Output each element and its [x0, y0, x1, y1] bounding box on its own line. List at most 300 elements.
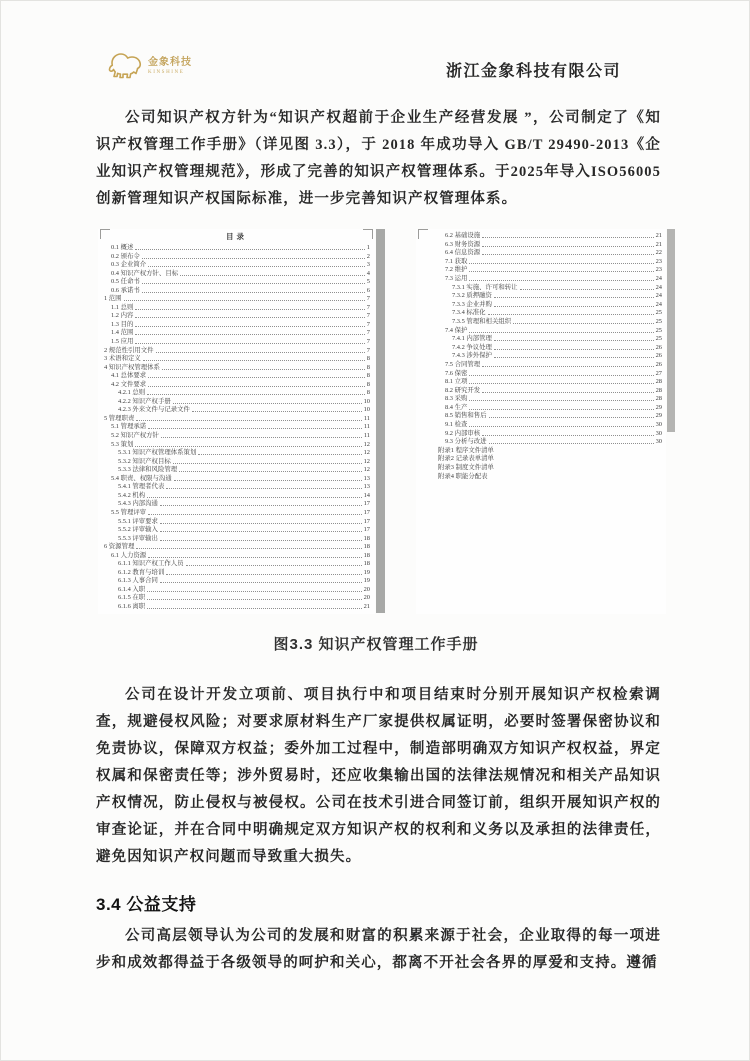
- toc-row: [438, 318, 662, 325]
- toc-row: [104, 518, 370, 525]
- toc-page-number: 27: [655, 369, 662, 377]
- dot-leader: [148, 428, 362, 429]
- toc-page-number: 7: [366, 295, 370, 303]
- toc-row: [104, 287, 370, 294]
- toc-page-number: 29: [655, 403, 662, 411]
- toc-entry-label: 5.4.1 管理者代表: [118, 483, 165, 491]
- toc-entry-label: 7.3 运用: [445, 274, 468, 282]
- dot-leader: [174, 480, 362, 481]
- toc-title: 目录: [226, 232, 247, 241]
- toc-entry-label: 附录3 制度文件清单: [438, 464, 494, 472]
- toc-entry-label: 1.4 范围: [111, 329, 134, 337]
- toc-entry-label: 附录4 职能分配表: [438, 472, 488, 480]
- toc-entry-label: 7.4 保护: [445, 326, 468, 334]
- page-edge-strip: [667, 229, 675, 432]
- dot-leader: [148, 386, 365, 387]
- toc-entry-label: 4 知识产权管理体系: [104, 363, 160, 371]
- toc-row: [438, 352, 662, 359]
- toc-page-number: 7: [366, 320, 370, 328]
- toc-entry-label: 7.4.2 争议处理: [452, 343, 492, 351]
- toc-row: [104, 372, 370, 379]
- dot-leader: [148, 377, 365, 378]
- toc-page-number: 12: [363, 466, 370, 474]
- toc-page-number: 2: [366, 252, 370, 260]
- toc-entry-label: 5.4.3 内部沟通: [118, 500, 158, 508]
- dot-leader: [520, 289, 654, 290]
- dot-leader: [160, 582, 362, 583]
- toc-page-number: 11: [363, 432, 370, 440]
- toc-row: [438, 387, 662, 394]
- toc-row: [438, 344, 662, 351]
- dot-leader: [160, 531, 362, 532]
- toc-page-number: 23: [655, 266, 662, 274]
- toc-entry-label: 5.1 管理承诺: [111, 423, 147, 431]
- dot-leader: [469, 426, 653, 427]
- toc-row: [438, 361, 662, 368]
- toc-row: [438, 438, 662, 445]
- toc-page-number: 18: [363, 534, 370, 542]
- figure-toc-thumbnails: [1, 229, 750, 614]
- toc-row: [438, 275, 662, 282]
- toc-row: [104, 492, 370, 499]
- toc-page-number: 12: [363, 449, 370, 457]
- toc-entry-label: 4.2.2 知识产权手册: [118, 397, 171, 405]
- dot-leader: [179, 471, 361, 472]
- toc-entry-label: 5.3.3 法律和风险管理: [118, 466, 178, 474]
- toc-entry-label: 5 管理职责: [104, 414, 135, 422]
- toc-entry-label: 5.3 策划: [111, 440, 134, 448]
- toc-entry-label: 5.4 职责、权限与沟通: [111, 474, 172, 482]
- dot-leader: [494, 306, 654, 307]
- company-logo: [107, 51, 192, 82]
- toc-row: [104, 432, 370, 439]
- dot-leader: [166, 488, 361, 489]
- toc-page-number: 26: [655, 352, 662, 360]
- toc-page-number: 24: [655, 292, 662, 300]
- dot-leader: [494, 340, 654, 341]
- dot-leader: [135, 249, 364, 250]
- toc-row: [104, 423, 370, 430]
- toc-entry-label: 6.1.3 人事合同: [118, 577, 158, 585]
- toc-page-number: 17: [363, 517, 370, 525]
- toc-row: [104, 535, 370, 542]
- paragraph-ip-practice: 公司在设计开发立项前、项目执行中和项目结束时分别开展知识产权检索调查，规避侵权风险；对要求原材料生产厂家提供权属证明，必要时签署保密协议和免责协议，保障双方权益；委外加工过程中，制造部明确双方知识产权权益，界定权属和保密责任等；涉外贸易时，还应收集输出国的法律法规情况和相关产品知识产权情况，防止侵权与被侵权。公司在技术引进合同签订前，组织开展知识产权的审查论证，并在合同中明确规定双方知识产权的权利和义务以及承担的法律责任，避免因知识产权问题而导致重大损失。: [96, 687, 661, 865]
- toc-row: [104, 355, 370, 362]
- toc-row: [104, 458, 370, 465]
- toc-page-number: 12: [363, 440, 370, 448]
- logo-text: [148, 58, 192, 75]
- dot-leader: [156, 352, 365, 353]
- toc-page-number: 8: [366, 363, 370, 371]
- dot-leader: [192, 411, 362, 412]
- toc-entry-label: 1.5 应用: [111, 338, 134, 346]
- toc-row: [438, 378, 662, 385]
- toc-entry-label: 5.3.1 知识产权管理体系策划: [118, 449, 197, 457]
- toc-entry-label: 5.3.2 知识产权目标: [118, 457, 171, 465]
- dot-leader: [135, 309, 364, 310]
- toc-entry-label: 7.5 合同管理: [445, 360, 481, 368]
- toc-row: [104, 603, 370, 610]
- toc-row: [438, 370, 662, 377]
- toc-page-number: 24: [655, 300, 662, 308]
- toc-row: [104, 509, 370, 516]
- toc-entry-label: 5.5.2 评审输入: [118, 526, 158, 534]
- toc-row: [104, 364, 370, 371]
- dot-leader: [135, 343, 364, 344]
- dot-leader: [143, 360, 365, 361]
- dot-leader: [147, 394, 365, 395]
- toc-entry-label: 7.3.2 质押融资: [452, 292, 492, 300]
- dot-leader: [469, 383, 653, 384]
- toc-page-number: 7: [366, 329, 370, 337]
- toc-entry-label: 0.2 颁布令: [111, 252, 140, 260]
- toc-row: [104, 295, 370, 302]
- toc-row: [104, 253, 370, 260]
- toc-page-number: 19: [363, 577, 370, 585]
- toc-page-number: 25: [655, 317, 662, 325]
- toc-page-number: 18: [363, 551, 370, 559]
- dot-leader: [147, 497, 361, 498]
- toc-page-number: 11: [363, 423, 370, 431]
- toc-page-number: 24: [655, 283, 662, 291]
- toc-page-number: 30: [655, 421, 662, 429]
- dot-leader: [469, 263, 653, 264]
- toc-page-number: 25: [655, 335, 662, 343]
- toc-entry-label: 5.5.3 评审输出: [118, 534, 158, 542]
- toc-entry-label: 6.1 人力资源: [111, 551, 147, 559]
- dot-leader: [147, 591, 361, 592]
- toc-row: [438, 335, 662, 342]
- toc-entry-label: 8.4 生产: [445, 403, 468, 411]
- toc-row: [104, 415, 370, 422]
- dot-leader: [135, 317, 364, 318]
- toc-entry-label: 1.2 内容: [111, 312, 134, 320]
- toc-entry-label: 1.3 目的: [111, 320, 134, 328]
- toc-page-number: 18: [363, 560, 370, 568]
- toc-entry-label: 附录2 记录表单清单: [438, 455, 494, 463]
- toc-entry-label: 1 范围: [104, 295, 122, 303]
- toc-row: [438, 464, 662, 471]
- dot-leader: [489, 417, 654, 418]
- toc-entry-label: 4.1 总体要求: [111, 372, 147, 380]
- page-gap-strip: [376, 229, 385, 613]
- toc-row: [104, 500, 370, 507]
- toc-entry-label: 2 规范性引用文件: [104, 346, 154, 354]
- dot-leader: [142, 283, 365, 284]
- toc-row: [104, 466, 370, 473]
- toc-page-number: 30: [655, 438, 662, 446]
- dot-leader: [494, 297, 654, 298]
- toc-entry-label: 8.2 研究开发: [445, 386, 481, 394]
- dot-leader: [147, 608, 361, 609]
- dot-leader: [482, 366, 653, 367]
- toc-page-number: 8: [366, 389, 370, 397]
- toc-page-number: 29: [655, 412, 662, 420]
- toc-page-number: 10: [363, 406, 370, 414]
- toc-row: [104, 270, 370, 277]
- elephant-icon: [107, 51, 143, 82]
- dot-leader: [135, 326, 364, 327]
- dot-leader: [469, 271, 653, 272]
- toc-page-number: 17: [363, 508, 370, 516]
- dot-leader: [186, 565, 362, 566]
- toc-entry-label: 5.4.2 机构: [118, 491, 146, 499]
- toc-entry-label: 5.2 知识产权方针: [111, 432, 159, 440]
- toc-row: [104, 441, 370, 448]
- toc-entry-label: 1.1 总则: [111, 303, 134, 311]
- toc-row: [438, 421, 662, 428]
- toc-row: [104, 398, 370, 405]
- toc-row: [438, 266, 662, 273]
- toc-page-number: 28: [655, 386, 662, 394]
- toc-row: [104, 338, 370, 345]
- toc-page-number: 17: [363, 500, 370, 508]
- dot-leader: [160, 523, 362, 524]
- dot-leader: [135, 446, 361, 447]
- dot-leader: [180, 275, 365, 276]
- toc-page-number: 8: [366, 372, 370, 380]
- toc-page-number: 28: [655, 395, 662, 403]
- toc-page-number: 1: [366, 244, 370, 251]
- toc-page-number: 14: [363, 491, 370, 499]
- toc-row: [104, 347, 370, 354]
- section-heading-3-4: 3.4 公益支持: [96, 895, 197, 914]
- dot-leader: [198, 454, 361, 455]
- toc-row: [104, 483, 370, 490]
- toc-entry-label: 6.2 基础设施: [445, 232, 481, 239]
- toc-page-number: 21: [363, 602, 370, 610]
- toc-entry-label: 8.1 立项: [445, 378, 468, 386]
- dot-leader: [148, 514, 361, 515]
- toc-page-number: 7: [366, 338, 370, 346]
- toc-row: [104, 475, 370, 482]
- toc-page-number: 8: [366, 355, 370, 363]
- dot-leader: [469, 280, 653, 281]
- toc-page-number: 26: [655, 360, 662, 368]
- toc-row: [104, 304, 370, 311]
- dot-leader: [142, 258, 365, 259]
- toc-rows-left: [104, 244, 370, 610]
- toc-entry-label: 7.1 获取: [445, 257, 468, 265]
- toc-page-number: 22: [655, 249, 662, 257]
- toc-entry-label: 0.3 企业简介: [111, 261, 147, 269]
- toc-row: [104, 577, 370, 584]
- toc-row: [104, 586, 370, 593]
- toc-entry-label: 7.2 维护: [445, 266, 468, 274]
- toc-entry-label: 4.2 文件要求: [111, 380, 147, 388]
- toc-page-number: 17: [363, 526, 370, 534]
- toc-page-number: 18: [363, 543, 370, 551]
- toc-page-number: 21: [655, 232, 662, 239]
- toc-entry-label: 7.6 保密: [445, 369, 468, 377]
- dot-leader: [488, 314, 654, 315]
- toc-row: [104, 312, 370, 319]
- toc-row: [438, 404, 662, 411]
- dot-leader: [513, 323, 653, 324]
- toc-row: [438, 292, 662, 299]
- toc-row: [104, 543, 370, 550]
- toc-page-number: 7: [366, 312, 370, 320]
- toc-entry-label: 7.4.3 涉外保护: [452, 352, 492, 360]
- toc-row: [104, 552, 370, 559]
- figure-caption: 图3.3 知识产权管理工作手册: [273, 636, 479, 653]
- logo-brand-en: KINSHINE: [148, 70, 185, 75]
- toc-row: [438, 241, 662, 248]
- dot-leader: [482, 254, 653, 255]
- toc-row: [438, 447, 662, 454]
- toc-entry-label: 4.2.1 总则: [118, 389, 146, 397]
- toc-row: [438, 301, 662, 308]
- toc-page-number: 12: [363, 457, 370, 465]
- toc-row: [438, 327, 662, 334]
- toc-entry-label: 6.1.6 离职: [118, 602, 146, 610]
- toc-page-number: 20: [363, 594, 370, 602]
- toc-row: [438, 412, 662, 419]
- dot-leader: [469, 400, 653, 401]
- toc-row: [438, 232, 662, 239]
- toc-entry-label: 6.4 信息资源: [445, 249, 481, 257]
- toc-page-number: 25: [655, 309, 662, 317]
- toc-entry-label: 8.5 销售和售后: [445, 412, 487, 420]
- toc-entry-label: 0.6 承诺书: [111, 286, 140, 294]
- dot-leader: [160, 505, 362, 506]
- toc-page-left: [98, 229, 375, 614]
- paragraph-ip-policy: 公司知识产权方针为“知识产权超前于企业生产经营发展 ”，公司制定了《知识产权管理工作手册》（详见图 3.3），于 2018 年成功导入 GB/T 29490-2013《企业知识产权管理规范》，形成了完善的知识产权管理体系。于2025年导入ISO56005创新管理知识产权国际标准，进一步完善知识产权管理体系。: [96, 110, 661, 207]
- toc-page-number: 11: [363, 414, 370, 422]
- toc-rows-right: [438, 232, 662, 480]
- dot-leader: [482, 435, 653, 436]
- toc-row: [438, 455, 662, 462]
- toc-entry-label: 4.2.3 外来文件与记录文件: [118, 406, 190, 414]
- dot-leader: [136, 420, 361, 421]
- dot-leader: [482, 246, 653, 247]
- toc-entry-label: 9.1 检查: [445, 421, 468, 429]
- toc-page-number: 23: [655, 257, 662, 265]
- toc-page-number: 8: [366, 380, 370, 388]
- toc-page-number: 30: [655, 429, 662, 437]
- toc-row: [104, 449, 370, 456]
- toc-entry-label: 7.3.3 企业并购: [452, 300, 492, 308]
- toc-entry-label: 0.4 知识产权方针、目标: [111, 269, 179, 277]
- toc-page-number: 7: [366, 303, 370, 311]
- toc-row: [104, 329, 370, 336]
- toc-row: [104, 560, 370, 567]
- toc-page-number: 21: [655, 240, 662, 248]
- toc-entry-label: 6.3 财务资源: [445, 240, 481, 248]
- toc-entry-label: 7.3.1 实施、许可和转让: [452, 283, 518, 291]
- dot-leader: [494, 357, 654, 358]
- dot-leader: [148, 266, 365, 267]
- dot-leader: [166, 574, 361, 575]
- dot-leader: [162, 369, 365, 370]
- toc-entry-label: 0.5 任命书: [111, 278, 140, 286]
- toc-entry-label: 6.1.4 入职: [118, 585, 146, 593]
- toc-entry-label: 3 术语和定义: [104, 355, 141, 363]
- toc-entry-label: 7.4.1 内部管理: [452, 335, 492, 343]
- toc-entry-label: 7.3.4 标准化: [452, 309, 486, 317]
- toc-page-number: 19: [363, 568, 370, 576]
- toc-page-number: 10: [363, 397, 370, 405]
- toc-entry-label: 9.2 内部审核: [445, 429, 481, 437]
- toc-row: [438, 284, 662, 291]
- dot-leader: [469, 375, 653, 376]
- dot-leader: [469, 332, 653, 333]
- toc-page-number: 5: [366, 278, 370, 286]
- toc-page-number: 6: [366, 286, 370, 294]
- toc-page-number: 26: [655, 343, 662, 351]
- margin-mark-icon: [418, 229, 428, 239]
- toc-page-number: 24: [655, 274, 662, 282]
- toc-page-number: 28: [655, 378, 662, 386]
- toc-row: [438, 249, 662, 256]
- toc-row: [104, 321, 370, 328]
- dot-leader: [147, 599, 361, 600]
- toc-page-right: [416, 229, 666, 614]
- toc-row: [104, 244, 370, 251]
- dot-leader: [136, 548, 361, 549]
- dot-leader: [489, 443, 654, 444]
- toc-page-number: 13: [363, 483, 370, 491]
- toc-row: [104, 569, 370, 576]
- dot-leader: [161, 437, 362, 438]
- toc-entry-label: 8.3 采购: [445, 395, 468, 403]
- dot-leader: [124, 300, 365, 301]
- logo-brand-cn: 金象科技: [148, 57, 192, 68]
- dot-leader: [482, 237, 653, 238]
- toc-page-number: 20: [363, 585, 370, 593]
- dot-leader: [494, 349, 654, 350]
- company-name: 浙江金象科技有限公司: [445, 63, 621, 80]
- toc-entry-label: 6.1.1 知识产权工作人员: [118, 560, 184, 568]
- toc-entry-label: 6.1.2 教育与培训: [118, 568, 165, 576]
- toc-row: [438, 309, 662, 316]
- toc-row: [438, 430, 662, 437]
- toc-row: [104, 381, 370, 388]
- dot-leader: [173, 463, 362, 464]
- dot-leader: [482, 392, 653, 393]
- toc-row: [104, 594, 370, 601]
- dot-leader: [469, 409, 653, 410]
- dot-leader: [135, 334, 364, 335]
- toc-page-number: 13: [363, 474, 370, 482]
- toc-entry-label: 5.5 管理评审: [111, 508, 147, 516]
- paragraph-public-welfare: 公司高层领导认为公司的发展和财富的积累来源于社会，企业取得的每一项进步和成效都得益于各级领导的呵护和关心，都离不开社会各界的厚爱和支持。遵循: [96, 928, 661, 971]
- toc-page-number: 7: [366, 346, 370, 354]
- dot-leader: [160, 540, 362, 541]
- toc-row: [438, 258, 662, 265]
- toc-page-number: 25: [655, 326, 662, 334]
- toc-row: [104, 261, 370, 268]
- toc-entry-label: 附录1 程序文件清单: [438, 446, 494, 454]
- toc-row: [104, 278, 370, 285]
- toc-entry-label: 7.3.5 管理和相关组织: [452, 317, 512, 325]
- toc-row: [104, 389, 370, 396]
- toc-page-number: 4: [366, 269, 370, 277]
- toc-row: [438, 473, 662, 480]
- dot-leader: [148, 557, 361, 558]
- toc-entry-label: 6 资源管理: [104, 543, 135, 551]
- toc-entry-label: 9.3 分析与改进: [445, 438, 487, 446]
- toc-row: [438, 395, 662, 402]
- toc-page-number: 3: [366, 261, 370, 269]
- dot-leader: [142, 292, 365, 293]
- toc-entry-label: 0.1 概述: [111, 244, 134, 251]
- toc-row: [104, 526, 370, 533]
- toc-entry-label: 6.1.5 在职: [118, 594, 146, 602]
- toc-row: [104, 406, 370, 413]
- dot-leader: [173, 403, 362, 404]
- toc-entry-label: 5.5.1 评审要求: [118, 517, 158, 525]
